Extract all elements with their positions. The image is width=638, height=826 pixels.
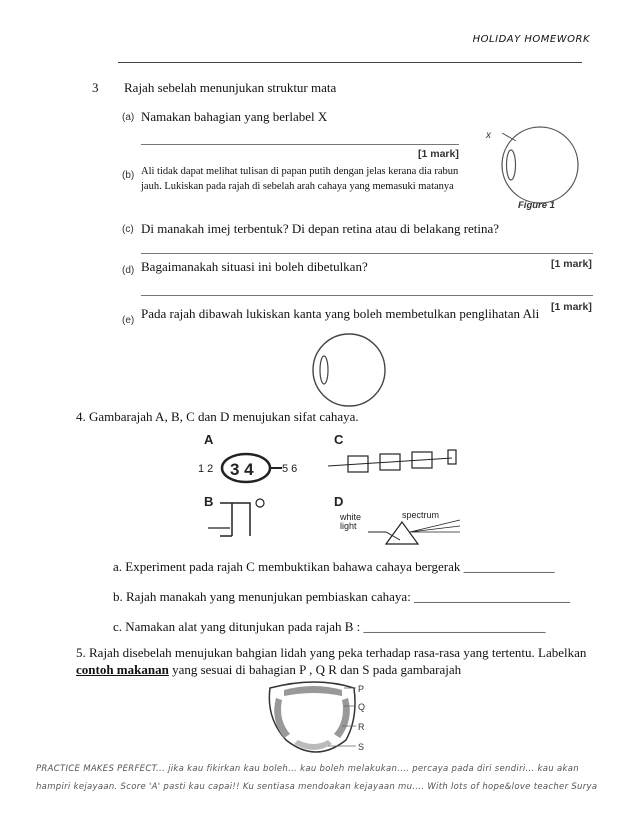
footer-line1: PRACTICE MAKES PERFECT... jika kau fikirkan kau boleh... kau boleh melakukan.... percaya pada diri sendiri... kau akan — [36, 764, 579, 774]
q3e-text: Pada rajah dibawah lukiskan kanta yang boleh membetulkan penglihatan Ali — [141, 306, 540, 321]
light-ray-c — [328, 458, 452, 466]
label-p: P — [358, 684, 365, 694]
q3b-label: (b) — [122, 170, 135, 181]
q3d-answer-line[interactable] — [141, 295, 593, 296]
q3a-answer-line[interactable] — [141, 144, 459, 145]
light-properties-figure — [190, 428, 470, 548]
q3d-text: Bagaimanakah situasi ini boleh dibetulkan? — [141, 259, 368, 274]
eye-lens — [320, 356, 328, 384]
q3c-answer-line[interactable] — [141, 253, 593, 254]
q3d-label: (d) — [122, 265, 135, 276]
q4c-text[interactable]: c. Namakan alat yang ditunjukan pada rajah B : ____________________________ — [113, 619, 546, 634]
q3a-text: Namakan bahagian yang berlabel X — [141, 109, 328, 124]
periscope-shape — [220, 503, 250, 536]
eye-figure-e[interactable] — [306, 328, 392, 414]
spectrum-rays — [410, 520, 460, 532]
figure-caption: Figure 1 — [518, 200, 555, 211]
white-light-line1: white — [340, 512, 362, 522]
q4b-text[interactable]: b. Rajah manakah yang menunjukan pembiaskan cahaya: ________________________ — [113, 589, 571, 604]
q3b-line1: Ali tidak dapat melihat tulisan di papan putih dengan jelas kerana dia rabun — [141, 166, 459, 177]
a-numbers-big: 3 4 — [230, 460, 254, 479]
q3e-label: (e) — [122, 315, 135, 326]
fig-label-b: B — [204, 494, 214, 509]
q3a-label: (a) — [122, 112, 135, 123]
tongue-figure — [256, 678, 376, 760]
q5-emphasis: contoh makanan — [76, 662, 169, 677]
a-numbers-right: 5 6 — [282, 463, 298, 475]
q3-number: 3 — [92, 80, 99, 95]
footer-motivation — [36, 760, 602, 796]
candle — [448, 450, 456, 464]
q3c-mark: [1 mark] — [551, 258, 592, 270]
fig-label-a: A — [204, 432, 214, 447]
q3c-text: Di manakah imej terbentuk? Di depan retina atau di belakang retina? — [141, 221, 500, 236]
q3b-line2: jauh. Lukiskan pada rajah di sebelah arah cahaya yang memasuki matanya — [141, 181, 454, 192]
header-title: HOLIDAY HOMEWORK — [472, 34, 590, 45]
white-ray — [368, 532, 400, 540]
q3c-label: (c) — [122, 224, 134, 235]
eyeball-outline — [502, 127, 578, 203]
white-light-line2: light — [340, 521, 357, 531]
label-q: Q — [358, 702, 366, 712]
x-label: x — [486, 130, 491, 141]
eyeball-outline — [313, 334, 385, 406]
q3-stem: Rajah sebelah menunjukan struktur mata — [124, 80, 337, 95]
spectrum-label: spectrum — [402, 510, 440, 520]
q3a-mark: [1 mark] — [418, 148, 459, 160]
label-s: S — [358, 742, 365, 752]
eye-lens — [507, 150, 516, 180]
q3d-mark: [1 mark] — [551, 301, 592, 313]
q4a-text[interactable]: a. Experiment pada rajah C membuktikan bahawa cahaya bergerak ______________ — [113, 559, 555, 574]
header-divider — [118, 62, 582, 63]
periscope-eye — [256, 499, 264, 507]
footer-line2: hampiri kejayaan. Score 'A' pasti kau capai!! Ku sentiasa mendoakan kejayaan mu.... With lots of hope&love teacher Surya — [36, 782, 598, 792]
a-numbers-left: 1 2 — [198, 463, 214, 475]
q5-line1: 5. Rajah disebelah menujukan bahgian lidah yang peka terhadap rasa-rasa yang tertentu. Labelkan — [76, 645, 587, 660]
fig-label-c: C — [334, 432, 344, 447]
q4-stem: 4. Gambarajah A, B, C dan D menujukan sifat cahaya. — [76, 409, 359, 424]
q5-line2-rest: yang sesuai di bahagian P , Q R dan S pada gambarajah — [168, 662, 462, 677]
eye-figure-1 — [470, 122, 610, 222]
fig-label-d: D — [334, 494, 344, 509]
label-r: R — [358, 722, 365, 732]
q5-line2 — [76, 662, 461, 678]
prism — [386, 522, 418, 544]
